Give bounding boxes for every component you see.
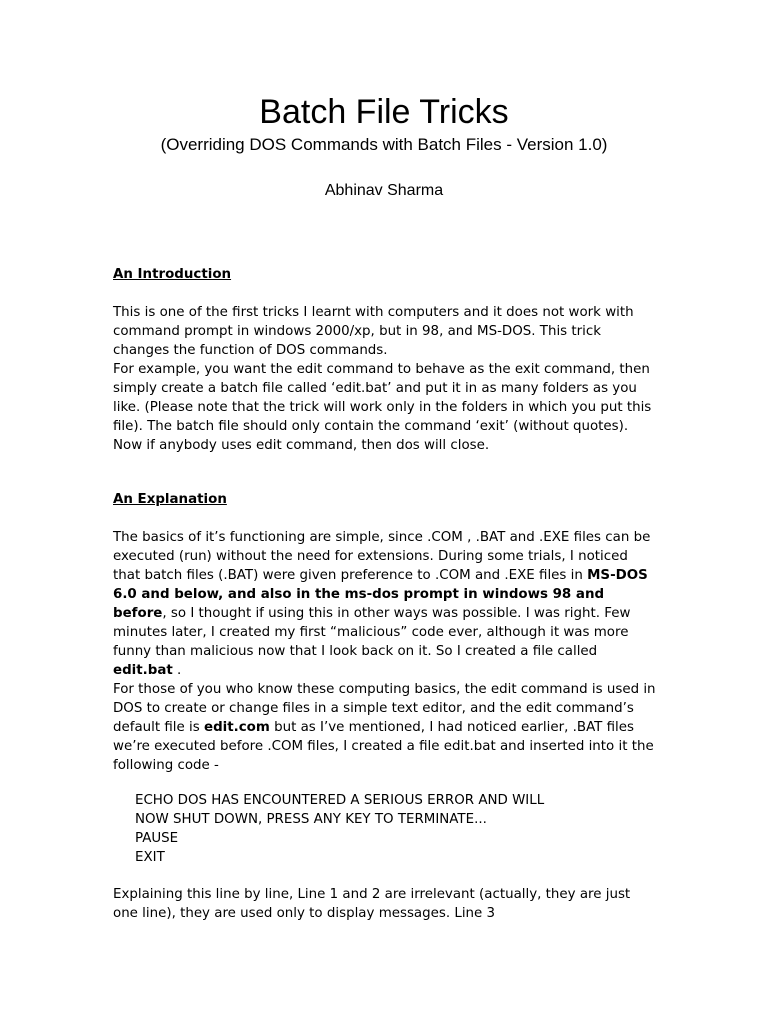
explanation-paragraph-1 xyxy=(113,528,658,680)
explanation-p1-text-b: , so I thought if using this in other ways was possible. I was right. Few minutes later, I created my first “malicious” code ever, although it was more funny than malicious now that I look back on it. So I created a file called xyxy=(113,606,631,659)
code-block xyxy=(135,791,655,867)
explanation-section xyxy=(113,528,658,775)
intro-section xyxy=(113,303,658,455)
code-line-3: PAUSE xyxy=(135,831,179,846)
explanation-p2-text-a: For those of you who know these computing basics, the edit command is used in DOS to create or change files in a simple text editor, and the edit command’s default file is xyxy=(113,682,656,735)
explanation-heading: An Explanation xyxy=(113,492,227,507)
explanation-p1-bold-2: edit.bat xyxy=(113,663,173,678)
intro-heading: An Introduction xyxy=(113,267,232,282)
explanation-p2-bold: edit.com xyxy=(203,720,270,735)
code-line-4: EXIT xyxy=(135,850,165,865)
explanation-p2-text-b: but as I’ve mentioned, I had noticed earlier, .BAT files we’re executed before .COM files, I created a file edit.bat and inserted into it the following code - xyxy=(113,720,654,773)
explanation-p1-text-a: The basics of it’s functioning are simple, since .COM , .BAT and .EXE files can be executed (run) without the need for extensions. During some trials, I noticed that batch files (.BAT) were given preference to .COM and .EXE files in xyxy=(113,530,651,583)
explanation-p1-text-c: . xyxy=(172,663,182,678)
document-title: Batch File Tricks xyxy=(259,93,509,131)
code-line-1: ECHO DOS HAS ENCOUNTERED A SERIOUS ERROR AND WILL xyxy=(135,793,545,808)
intro-paragraph-2: For example, you want the edit command to behave as the exit command, then simply create a batch file called ‘edit.bat’ and put it in as many folders as you like. (Please note that the trick will work only in the folders in which you put this file). The batch file should only contain the command ‘exit’ (without quotes). Now if anybody uses edit command, then dos will close. xyxy=(113,362,652,453)
code-line-2: NOW SHUT DOWN, PRESS ANY KEY TO TERMINATE... xyxy=(135,812,487,827)
intro-paragraph-1: This is one of the first tricks I learnt with computers and it does not work with command prompt in windows 2000/xp, but in 98, and MS-DOS. This trick changes the function of DOS commands. xyxy=(113,305,634,358)
explanation-paragraph-2 xyxy=(113,680,658,775)
closing-section xyxy=(113,885,658,923)
closing-paragraph-1: Explaining this line by line, Line 1 and 2 are irrelevant (actually, they are just one line), they are used only to display messages. Line 3 xyxy=(113,887,631,921)
explanation-p1-bold-1: MS-DOS 6.0 and below, and also in the ms-dos prompt in windows 98 and before xyxy=(113,568,648,621)
document-author: Abhinav Sharma xyxy=(324,182,444,199)
document-subtitle: (Overriding DOS Commands with Batch Files - Version 1.0) xyxy=(160,135,608,154)
